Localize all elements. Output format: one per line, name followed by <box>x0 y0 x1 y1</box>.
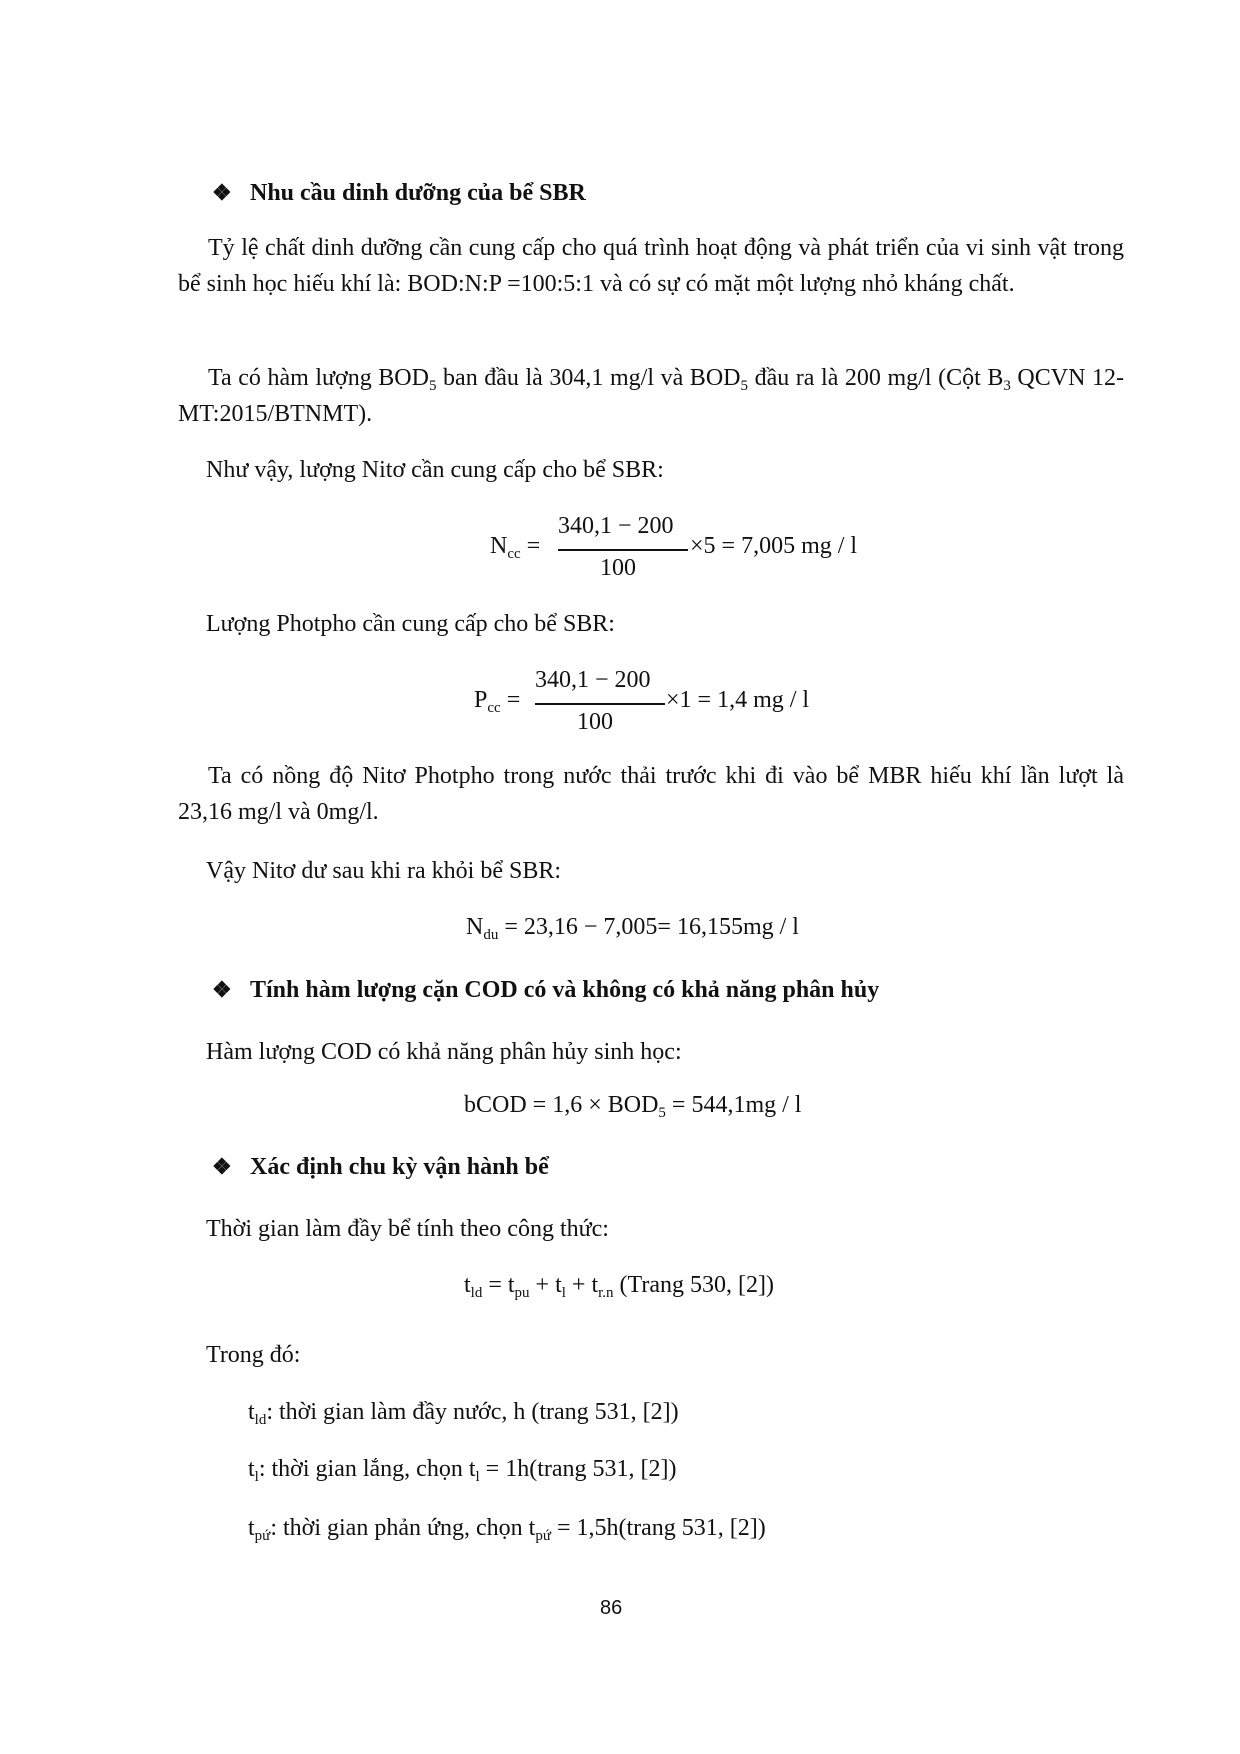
equation-ncc-fraction <box>558 513 688 593</box>
equation-ncc-result: ×5 = 7,005 mg / l <box>690 533 858 559</box>
equation-ndu: $N_{du} = 23,16 - 7,005= 16,155mg / l$ <box>466 914 799 943</box>
fraction-denominator: 100 <box>600 555 636 581</box>
definition-tl: $t_l$: thời gian lắng, chọn $t_l$ = 1h(trang 531, [2]) <box>248 1456 677 1485</box>
equation-bcod: bCOD = $1,6 \times BOD_5 = 544,1mg / l$ <box>464 1092 802 1121</box>
definition-tpu: $t_{pứ}$: thời gian phản ứng, chọn $t_{pứ}$ = 1,5h(trang 531, [2]) <box>248 1515 766 1544</box>
section-heading-cycle <box>212 1152 549 1182</box>
fraction-numerator: 340,1 − 200 <box>558 513 674 539</box>
paragraph-nitrogen-phosphorus-concentration: Ta có nồng độ Nitơ Photpho trong nước thải trước khi đi vào bể MBR hiếu khí lần lượt là 23,16 mg/l và 0mg/l. <box>178 763 1124 825</box>
paragraph-nitrogen-intro: Như vậy, lượng Nitơ cần cung cấp cho bể SBR: <box>206 457 664 483</box>
paragraph-bcod-intro: Hàm lượng COD có khả năng phân hủy sinh học: <box>206 1039 682 1065</box>
heading-text: Xác định chu kỳ vận hành bể <box>250 1154 549 1180</box>
equation-pcc-fraction <box>535 667 665 747</box>
paragraph-nutrient-ratio: Tỷ lệ chất dinh dưỡng cần cung cấp cho quá trình hoạt động và phát triển của vi sinh vật trong bể sinh học hiếu khí là: BOD:N:P =100:5:1 và có sự có mặt một lượng nhỏ kháng chất. <box>178 235 1124 297</box>
paragraph-phosphorus-intro: Lượng Photpho cần cung cấp cho bể SBR: <box>206 611 615 637</box>
paragraph-fill-time-intro: Thời gian làm đầy bể tính theo công thức: <box>206 1216 609 1242</box>
section-heading-cod <box>212 975 879 1005</box>
equation-pcc-lhs: $P_{cc}$ = <box>474 687 521 716</box>
paragraph-residual-nitrogen: Vậy Nitơ dư sau khi ra khỏi bể SBR: <box>206 858 562 884</box>
paragraph-where: Trong đó: <box>206 1342 301 1368</box>
definition-tld: $t_{ld}$: thời gian làm đầy nước, h (trang 531, [2]) <box>248 1399 679 1428</box>
page-number: 86 <box>600 1597 623 1619</box>
equation-pcc-result: ×1 = 1,4 mg / l <box>666 687 810 713</box>
equation-tld: $t_{ld} = t_{pu} + t_l + t_{r.n}$ (Trang 530, [2]) <box>464 1272 774 1301</box>
heading-text: Tính hàm lượng cặn COD có và không có khả năng phân hủy <box>250 977 880 1003</box>
diamond-bullet-icon: ❖ <box>212 1154 232 1179</box>
section-heading-nutrition <box>212 178 586 208</box>
heading-text: Nhu cầu dinh dưỡng của bể SBR <box>250 180 586 206</box>
diamond-bullet-icon: ❖ <box>212 180 232 205</box>
fraction-denominator: 100 <box>577 709 613 735</box>
diamond-bullet-icon: ❖ <box>212 977 232 1002</box>
fraction-bar <box>535 703 665 705</box>
equation-ncc-lhs: $N_{cc}$ = <box>490 533 541 562</box>
fraction-numerator: 340,1 − 200 <box>535 667 651 693</box>
paragraph-bod-values: Ta có hàm lượng $BOD_5$ ban đầu là 304,1 mg/l và $BOD_5$ đầu ra là 200 mg/l (Cột $B_3$ QCVN 12-MT:2015/BTNMT). <box>178 365 1124 427</box>
fraction-bar <box>558 549 688 551</box>
